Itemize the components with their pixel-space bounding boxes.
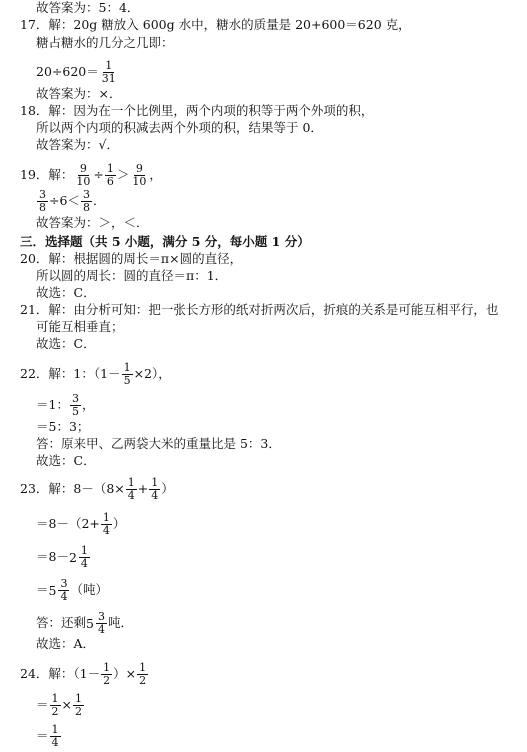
operator: +	[137, 481, 149, 496]
fraction	[79, 545, 90, 570]
line-q19-b	[36, 189, 105, 214]
denominator: 4	[60, 590, 68, 603]
numerator: 3	[71, 392, 79, 405]
line-q21-a: 21．解：由分析可知：把一张长方形的纸对折两次后，折痕的关系是可能互相平行，也	[20, 302, 499, 317]
line-q20-b: 所以圆的周长：圆的直径＝π：1．	[36, 268, 228, 283]
fraction	[58, 578, 69, 603]
text: ＝8－（2+	[36, 516, 100, 531]
line-q20-a: 20．解：根据圆的周长＝π×圆的直径，	[20, 251, 243, 266]
text: 20÷620＝	[36, 64, 99, 79]
text: 24．解：（1－	[20, 666, 101, 681]
line-q19-a	[20, 163, 162, 188]
line-q23-b	[36, 512, 125, 537]
fraction	[130, 163, 148, 188]
fraction	[50, 724, 61, 749]
fraction	[37, 189, 48, 214]
numerator: 1	[123, 361, 131, 374]
text: ＝1：	[36, 397, 69, 412]
denominator: 5	[71, 405, 79, 418]
line-q22-e: 故选：C．	[36, 453, 96, 468]
text: ）	[161, 481, 174, 496]
denominator: 2	[75, 705, 82, 718]
text: ＝	[36, 728, 49, 743]
operator: ×	[61, 697, 72, 712]
text: ＝	[36, 697, 49, 712]
text: ）	[112, 516, 126, 531]
text: ．	[92, 193, 106, 208]
whole-part: 5	[48, 582, 57, 598]
fraction	[74, 163, 92, 188]
numerator: 1	[102, 511, 110, 524]
fraction	[149, 477, 160, 502]
denominator: 4	[102, 524, 110, 537]
line-q22-a	[20, 362, 171, 387]
line-q22-c: ＝5：3；	[36, 419, 90, 434]
line-q22-b	[36, 393, 94, 418]
text: 22．解：1：（1－	[20, 366, 121, 381]
line-q23-e	[36, 611, 133, 636]
fraction	[137, 662, 148, 687]
numerator: 1	[151, 476, 159, 489]
text: ）×	[113, 666, 137, 681]
mixed-number	[69, 545, 91, 570]
numerator: 1	[51, 723, 59, 736]
denominator: 6	[106, 175, 114, 188]
fraction	[50, 693, 61, 718]
operator: ＞	[116, 167, 130, 182]
whole-part: 2	[68, 549, 77, 565]
text: ＝8－	[36, 549, 69, 564]
numerator: 1	[75, 692, 82, 705]
fraction	[73, 693, 84, 718]
line-q18-c: 故答案为：√．	[36, 137, 119, 152]
mixed-number	[49, 578, 71, 603]
text: ，	[149, 167, 162, 182]
numerator: 3	[39, 188, 46, 201]
denominator: 31	[101, 72, 116, 85]
line-q21-c: 故选：C．	[36, 336, 96, 351]
denominator: 8	[39, 201, 46, 214]
line-q23-a	[20, 477, 174, 502]
line-q22-d: 答：原来甲、乙两袋大米的重量比是 5：3．	[36, 436, 281, 451]
denominator: 4	[51, 736, 59, 749]
denominator: 5	[123, 374, 131, 387]
numerator: 9	[79, 162, 87, 175]
operator: ÷	[93, 167, 104, 182]
numerator: 1	[139, 661, 147, 674]
fraction	[70, 393, 81, 418]
numerator: 1	[105, 59, 113, 72]
numerator: 1	[127, 476, 135, 489]
line-q20-c: 故选：C．	[36, 285, 96, 300]
line-q23-c	[36, 545, 91, 570]
line-answer-16: 故答案为：5：4．	[36, 0, 140, 15]
fraction	[105, 163, 116, 188]
fraction	[122, 362, 133, 387]
denominator: 8	[82, 201, 90, 214]
denominator: 4	[127, 489, 135, 502]
line-q24-a	[20, 662, 149, 687]
denominator: 4	[80, 557, 88, 570]
text: ＝	[36, 582, 49, 597]
line-q17-d: 故答案为：×．	[36, 86, 122, 101]
whole-part: 5	[86, 615, 94, 631]
numerator: 1	[106, 162, 114, 175]
fraction	[100, 60, 118, 85]
text: 吨．	[107, 615, 133, 630]
text: 23．解：8－（8×	[20, 481, 125, 496]
denominator: 4	[151, 489, 159, 502]
text: 答：还剩	[36, 615, 87, 630]
numerator: 3	[97, 610, 105, 623]
fraction	[101, 512, 112, 537]
denominator: 2	[103, 674, 111, 687]
denominator: 2	[139, 674, 147, 687]
fraction	[101, 662, 112, 687]
fraction	[81, 189, 92, 214]
line-q24-c	[36, 724, 62, 749]
denominator: 10	[132, 175, 147, 188]
denominator: 4	[97, 623, 105, 636]
numerator: 1	[103, 661, 111, 674]
line-q23-f: 故选：A．	[36, 636, 96, 651]
fraction	[96, 611, 107, 636]
text: ×2），	[133, 366, 171, 381]
denominator: 10	[76, 175, 91, 188]
numerator: 1	[51, 692, 59, 705]
line-q23-d	[36, 578, 108, 603]
text: 19．解：	[20, 167, 74, 182]
mixed-number	[86, 611, 108, 636]
text: ÷6＜	[49, 193, 80, 208]
line-q17-b: 糖占糖水的几分之几即：	[36, 35, 174, 50]
numerator: 1	[80, 544, 88, 557]
line-q17-a: 17．解：20g 糖放入 600g 水中，糖水的质量是 20+600＝620 克，	[20, 17, 411, 32]
line-q19-c: 故答案为：＞，＜．	[36, 215, 149, 230]
numerator: 9	[135, 162, 143, 175]
text: （吨）	[70, 582, 108, 597]
denominator: 2	[51, 705, 59, 718]
line-q24-b	[36, 693, 85, 718]
text: ，	[81, 397, 95, 412]
fraction	[126, 477, 137, 502]
numerator: 3	[82, 188, 90, 201]
line-q17-c	[36, 60, 119, 85]
line-q21-b: 可能互相垂直；	[36, 319, 124, 334]
line-q18-b: 所以两个内项的积减去两个外项的积，结果等于 0．	[36, 120, 323, 135]
line-q18-a: 18．解：因为在一个比例里，两个内项的积等于两个外项的积，	[20, 103, 374, 118]
numerator: 3	[60, 577, 68, 590]
section-heading-choice: 三．选择题（共 5 小题，满分 5 分，每小题 1 分）	[20, 234, 310, 249]
